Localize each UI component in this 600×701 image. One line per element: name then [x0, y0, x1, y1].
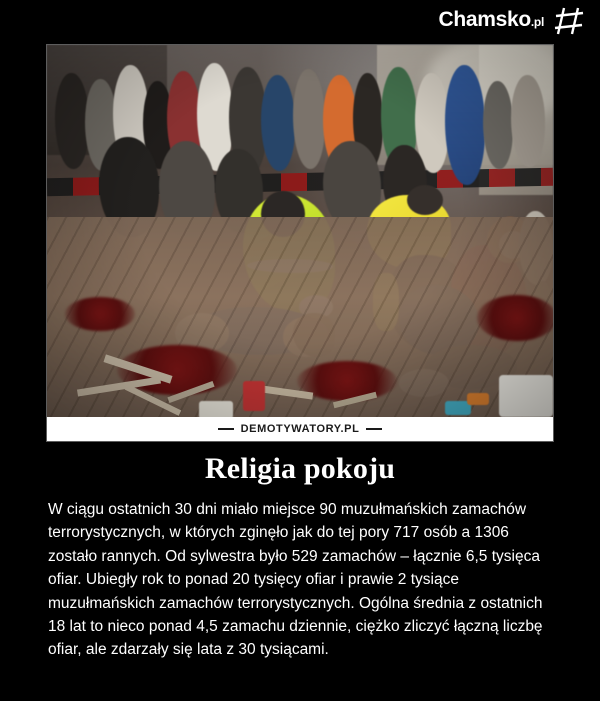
caption-dash-left	[218, 428, 234, 430]
hash-mark-icon	[554, 6, 586, 36]
watermark-bar	[0, 0, 600, 44]
brand-name: Chamsko	[438, 8, 531, 31]
photo-source-caption	[47, 417, 553, 441]
brand-suffix: .pl	[530, 15, 544, 29]
body-text: W ciągu ostatnich 30 dni miało miejsce 90 muzułmańskich zamachów terrorystycznych, w których zginęło jak do tej pory 717 osób a 1306 zostało rannych. Od sylwestra było 529 zamachów – łącznie 6,5 tysięca ofiar. Ubiegły rok to ponad 20 tysięcy ofiar i prawie 2 tysiące muzułmańskich zamachów terrorystycznych. Ogólna średnia z ostatnich 18 lat to nieco ponad 4,5 zamachu dziennie, ciężko zliczyć łączną liczbę ofiar, ale zdarzały się lata z 30 tysiącami.	[48, 501, 543, 659]
caption-text: DEMOTYWATORY.PL	[240, 423, 360, 435]
photo-frame	[46, 44, 554, 442]
caption-dash-right	[366, 428, 382, 430]
photo-vignette	[47, 45, 553, 418]
photo-image	[47, 45, 553, 418]
page-title: Religia pokoju	[204, 452, 396, 485]
site-brand	[438, 8, 544, 32]
